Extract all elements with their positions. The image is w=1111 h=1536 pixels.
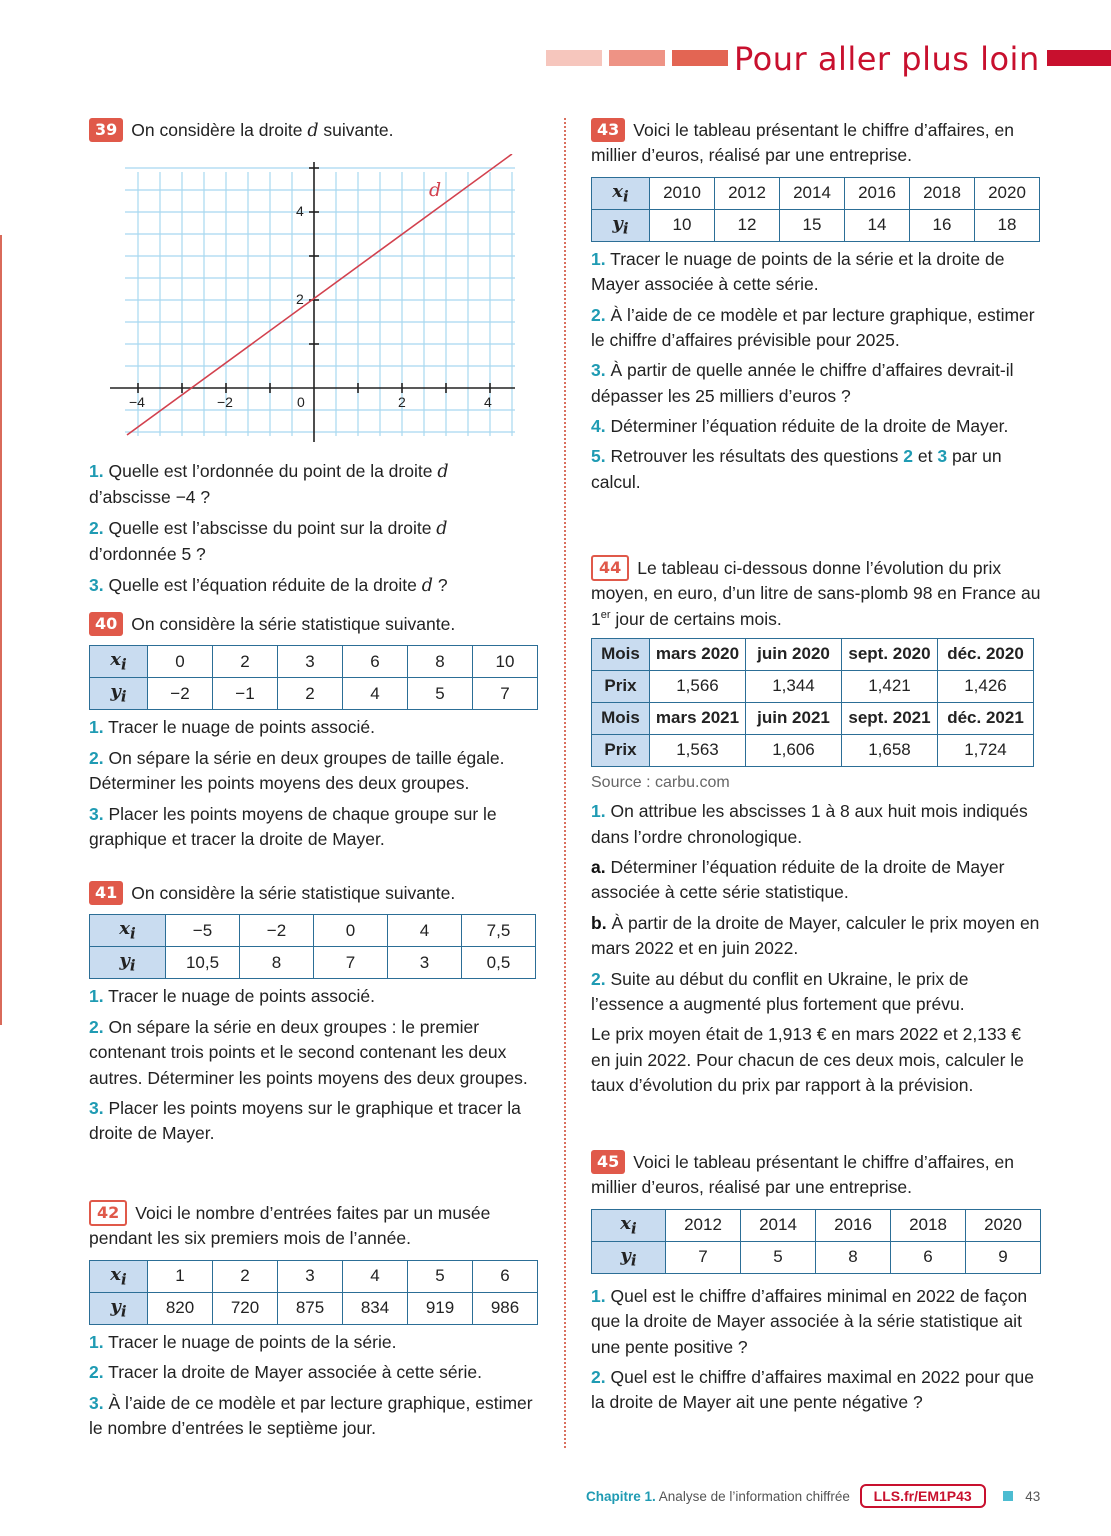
table-cell: 1,658 — [842, 735, 938, 767]
question-text: On sépare la série en deux groupes : le premier contenant trois points et le second contenant les deux autres. Déterminer les points moyens des deux groupes. — [89, 1016, 528, 1088]
question-text: ? — [432, 574, 448, 595]
table-cell: déc. 2020 — [938, 639, 1034, 671]
table-cell: 18 — [975, 209, 1040, 241]
question-text: À partir de quelle année le chiffre d’affaires devrait-il dépasser les 25 milliers d’euros ? — [591, 360, 1014, 406]
table-cell: 919 — [408, 1292, 473, 1324]
question-number: 1. — [89, 1331, 104, 1352]
table-cell: 6 — [891, 1241, 966, 1273]
table-cell: 2 — [213, 1260, 278, 1292]
resource-link[interactable]: LLS.fr/EM1P43 — [860, 1484, 986, 1508]
question-number: 3. — [89, 1097, 104, 1118]
table-cell: 1 — [148, 1260, 213, 1292]
table-cell: 2010 — [650, 177, 715, 209]
question-number: 3. — [89, 803, 104, 824]
table-cell: 10 — [473, 646, 538, 678]
exercise-44 — [591, 555, 1043, 1098]
question-text: Quel est le chiffre d’affaires minimal en 2022 de façon que la droite de Mayer associée à la série statistique ait une pente positive ? — [591, 1285, 1028, 1357]
table-cell: 2 — [278, 678, 343, 710]
question-number: 2. — [591, 304, 606, 325]
table-cell: 8 — [408, 646, 473, 678]
question-number: 1. — [89, 717, 104, 738]
table-cell: 4 — [343, 1260, 408, 1292]
question-number: 2. — [89, 1362, 104, 1383]
exercise-number: 40 — [89, 612, 123, 636]
table-cell: 3 — [278, 646, 343, 678]
row-header-x: $x_i$ — [90, 1260, 148, 1292]
question-text: Tracer le nuage de points associé. — [108, 717, 376, 738]
chapter-title: Analyse de l’information chiffrée — [658, 1489, 850, 1504]
table-cell: 5 — [408, 1260, 473, 1292]
superscript: er — [600, 608, 611, 621]
exercise-intro: On considère la série statistique suivante. — [131, 614, 456, 634]
variable-d: d — [307, 121, 319, 141]
table-cell: −2 — [240, 915, 314, 947]
exercise-intro: suivante. — [318, 120, 394, 140]
table-cell: 4 — [388, 915, 462, 947]
y-tick-label: 4 — [296, 203, 304, 219]
question-number: 1. — [89, 986, 104, 1007]
table-cell: 820 — [148, 1292, 213, 1324]
table-cell: 0 — [148, 646, 213, 678]
price-table — [591, 638, 1034, 767]
graph-droite-d — [105, 154, 525, 444]
column-divider — [564, 118, 566, 1448]
table-cell: 3 — [388, 947, 462, 979]
row-header-y: $y_i$ — [90, 1292, 148, 1324]
table-cell: 6 — [343, 646, 408, 678]
grid — [125, 168, 515, 436]
exercise-41 — [89, 881, 541, 1147]
table-cell: 1,421 — [842, 671, 938, 703]
table-cell: déc. 2021 — [938, 703, 1034, 735]
question-text: À partir de la droite de Mayer, calculer le prix moyen en mars 2022 et en juin 2022. — [591, 912, 1040, 959]
question-number: 3. — [89, 574, 104, 595]
data-table — [89, 645, 538, 710]
exercise-intro: On considère la série statistique suivante. — [131, 883, 456, 903]
question-text: Placer les points moyens sur le graphique et tracer la droite de Mayer. — [89, 1097, 521, 1144]
question-text: d’ordonnée 5 ? — [89, 544, 206, 565]
table-cell: 1,724 — [938, 735, 1034, 767]
exercise-intro: Le tableau ci-dessous donne l’évolution du prix moyen, en euro, d’un litre de sans-plomb 98 en France au 1 — [591, 558, 1041, 629]
table-cell: 986 — [473, 1292, 538, 1324]
question-text: À l’aide de ce modèle et par lecture graphique, estimer le chiffre d’affaires prévisible pour 2025. — [591, 304, 1035, 350]
header-stripe — [672, 50, 728, 66]
question-number: 2. — [591, 968, 606, 989]
table-cell: 1,566 — [650, 671, 746, 703]
table-cell: 2020 — [966, 1209, 1041, 1241]
question-text: Tracer le nuage de points de la série. — [108, 1331, 397, 1352]
question-number: b. — [591, 912, 607, 933]
question-number: 1. — [591, 1285, 606, 1306]
question-number: 3. — [89, 1392, 104, 1413]
margin-line — [0, 235, 2, 1025]
table-cell: 3 — [278, 1260, 343, 1292]
question-number: 4. — [591, 416, 606, 436]
header-stripe — [1047, 50, 1111, 66]
exercise-number: 41 — [89, 881, 123, 905]
table-cell: 0,5 — [462, 947, 536, 979]
line-d — [127, 154, 512, 435]
question-number: 2. — [89, 1016, 104, 1037]
table-cell: 7,5 — [462, 915, 536, 947]
x-tick-label: 0 — [297, 394, 305, 410]
exercise-number: 39 — [89, 118, 123, 142]
page-header — [0, 40, 1111, 78]
question-text: On sépare la série en deux groupes de taille égale. Déterminer les points moyens des deux groupes. — [89, 747, 505, 794]
table-cell: 2020 — [975, 177, 1040, 209]
table-cell: 5 — [741, 1241, 816, 1273]
question-text: Quelle est l’équation réduite de la droite — [108, 574, 422, 595]
table-cell: 12 — [715, 209, 780, 241]
table-cell: mars 2021 — [650, 703, 746, 735]
question-number: 3. — [591, 360, 606, 381]
question-text: Déterminer l’équation réduite de la droite de Mayer. — [610, 416, 1009, 436]
question-number: 2. — [89, 747, 104, 768]
table-cell: 4 — [343, 678, 408, 710]
variable-d: d — [421, 575, 433, 596]
table-cell: sept. 2021 — [842, 703, 938, 735]
row-header-y: $y_i$ — [90, 678, 148, 710]
question-text: Déterminer l’équation réduite de la droite de Mayer associée à cette série statistique. — [591, 857, 1005, 903]
table-cell: 14 — [845, 209, 910, 241]
exercise-43 — [591, 118, 1043, 495]
exercise-40 — [89, 612, 541, 852]
page-number: 43 — [1025, 1489, 1041, 1504]
table-cell: 7 — [314, 947, 388, 979]
chapter-label: Chapitre 1. — [586, 1489, 656, 1504]
question-text: d’abscisse −4 ? — [89, 487, 211, 508]
table-cell: −2 — [148, 678, 213, 710]
question-ref: 3 — [937, 446, 948, 467]
source-note: Source : carbu.com — [591, 774, 730, 792]
table-cell: 1,426 — [938, 671, 1034, 703]
table-cell: 7 — [666, 1241, 741, 1273]
data-table — [591, 1209, 1041, 1274]
row-header-y: $y_i$ — [592, 209, 650, 241]
table-cell: 8 — [816, 1241, 891, 1273]
table-cell: −1 — [213, 678, 278, 710]
question-text: On attribue les abscisses 1 à 8 aux huit mois indiqués dans l’ordre chronologique. — [591, 801, 1028, 847]
data-table — [89, 914, 536, 979]
question-number: 5. — [591, 446, 606, 467]
page-footer — [586, 1484, 1106, 1508]
table-cell: 0 — [314, 915, 388, 947]
exercise-intro: jour de certains mois. — [610, 608, 782, 629]
x-tick-label: −2 — [217, 394, 233, 410]
question-text: Tracer le nuage de points associé. — [108, 986, 376, 1007]
table-cell: 10,5 — [166, 947, 240, 979]
y-tick-label: 2 — [296, 291, 304, 307]
table-cell: 2 — [213, 646, 278, 678]
question-ref: 2 — [903, 446, 914, 467]
row-header-x: $x_i$ — [592, 1209, 666, 1241]
question-text: Le prix moyen était de 1,913 € en mars 2022 et 2,133 € en juin 2022. Pour chacun de ces deux mois, calculer le taux d’évolution du prix par rapport à la prévision. — [591, 1024, 1024, 1096]
question-number: a. — [591, 857, 606, 878]
exercise-intro: Voici le nombre d’entrées faites par un musée pendant les six premiers mois de l’année. — [89, 1203, 491, 1249]
table-cell: 2012 — [715, 177, 780, 209]
question-text: Tracer la droite de Mayer associée à cette série. — [108, 1362, 482, 1383]
table-cell: 2018 — [910, 177, 975, 209]
table-cell: 834 — [343, 1292, 408, 1324]
table-cell: 2018 — [891, 1209, 966, 1241]
table-cell: juin 2021 — [746, 703, 842, 735]
table-cell: 1,344 — [746, 671, 842, 703]
question-text: Placer les points moyens de chaque groupe sur le graphique et tracer la droite de Mayer. — [89, 803, 497, 849]
exercise-number: 43 — [591, 118, 625, 142]
table-cell: 2012 — [666, 1209, 741, 1241]
question-text: Suite au début du conflit en Ukraine, le prix de l’essence a augmenté plus fortement que prévu. — [591, 968, 969, 1014]
row-header-y: $y_i$ — [90, 947, 166, 979]
x-tick-label: 4 — [484, 394, 492, 410]
question-text: et — [913, 446, 938, 467]
exercise-intro: Voici le tableau présentant le chiffre d’affaires, en millier d’euros, réalisé par une entreprise. — [591, 1152, 1014, 1198]
data-table — [591, 177, 1040, 242]
row-header-x: $x_i$ — [90, 915, 166, 947]
exercise-number: 42 — [89, 1200, 127, 1226]
row-header-y: $y_i$ — [592, 1241, 666, 1273]
table-cell: −5 — [166, 915, 240, 947]
question-text: Quel est le chiffre d’affaires maximal en 2022 pour que la droite de Mayer ait une pente négative ? — [591, 1366, 1034, 1413]
exercise-number: 45 — [591, 1150, 625, 1174]
line-d-label: d — [429, 179, 442, 201]
question-text: Retrouver les résultats des questions — [610, 446, 904, 467]
table-cell: 9 — [966, 1241, 1041, 1273]
table-cell: 2014 — [741, 1209, 816, 1241]
table-cell: 1,563 — [650, 735, 746, 767]
header-stripe — [609, 50, 665, 66]
question-text: Quelle est l’abscisse du point sur la droite — [108, 517, 437, 538]
question-text: À l’aide de ce modèle et par lecture graphique, estimer le nombre d’entrées le septième jour. — [89, 1392, 533, 1438]
table-cell: 10 — [650, 209, 715, 241]
table-cell: 2016 — [845, 177, 910, 209]
section-title: Pour aller plus loin — [734, 40, 1040, 78]
row-header-mois: Mois — [592, 703, 650, 735]
table-cell: 6 — [473, 1260, 538, 1292]
question-number: 2. — [591, 1366, 606, 1387]
data-table — [89, 1260, 538, 1325]
x-tick-label: −4 — [129, 394, 145, 410]
row-header-x: $x_i$ — [592, 177, 650, 209]
table-cell: 2014 — [780, 177, 845, 209]
row-header-prix: Prix — [592, 735, 650, 767]
header-stripe — [546, 50, 602, 66]
table-cell: 7 — [473, 678, 538, 710]
table-cell: 5 — [408, 678, 473, 710]
table-cell: mars 2020 — [650, 639, 746, 671]
table-cell: 15 — [780, 209, 845, 241]
exercise-intro: On considère la droite — [131, 120, 308, 140]
question-text: Quelle est l’ordonnée du point de la droite — [108, 461, 438, 481]
table-cell: juin 2020 — [746, 639, 842, 671]
exercise-42 — [89, 1200, 541, 1441]
exercise-45 — [591, 1150, 1043, 1416]
question-text: par un calcul. — [591, 446, 1002, 492]
exercise-number: 44 — [591, 555, 629, 581]
exercise-39 — [89, 118, 541, 596]
exercise-intro: Voici le tableau présentant le chiffre d’affaires, en millier d’euros, réalisé par une entreprise. — [591, 120, 1014, 166]
row-header-mois: Mois — [592, 639, 650, 671]
variable-d: d — [437, 462, 449, 482]
table-cell: 2016 — [816, 1209, 891, 1241]
table-cell: 1,606 — [746, 735, 842, 767]
row-header-prix: Prix — [592, 671, 650, 703]
table-cell: 875 — [278, 1292, 343, 1324]
x-tick-label: 2 — [398, 394, 406, 410]
question-number: 1. — [89, 461, 104, 481]
table-cell: 8 — [240, 947, 314, 979]
square-icon — [1003, 1491, 1013, 1501]
variable-d: d — [436, 518, 448, 539]
question-number: 1. — [591, 248, 606, 269]
table-cell: sept. 2020 — [842, 639, 938, 671]
question-number: 1. — [591, 801, 606, 822]
question-number: 2. — [89, 517, 104, 538]
table-cell: 16 — [910, 209, 975, 241]
table-cell: 720 — [213, 1292, 278, 1324]
row-header-x: $x_i$ — [90, 646, 148, 678]
question-text: Tracer le nuage de points de la série et la droite de Mayer associée à cette série. — [591, 248, 1005, 295]
